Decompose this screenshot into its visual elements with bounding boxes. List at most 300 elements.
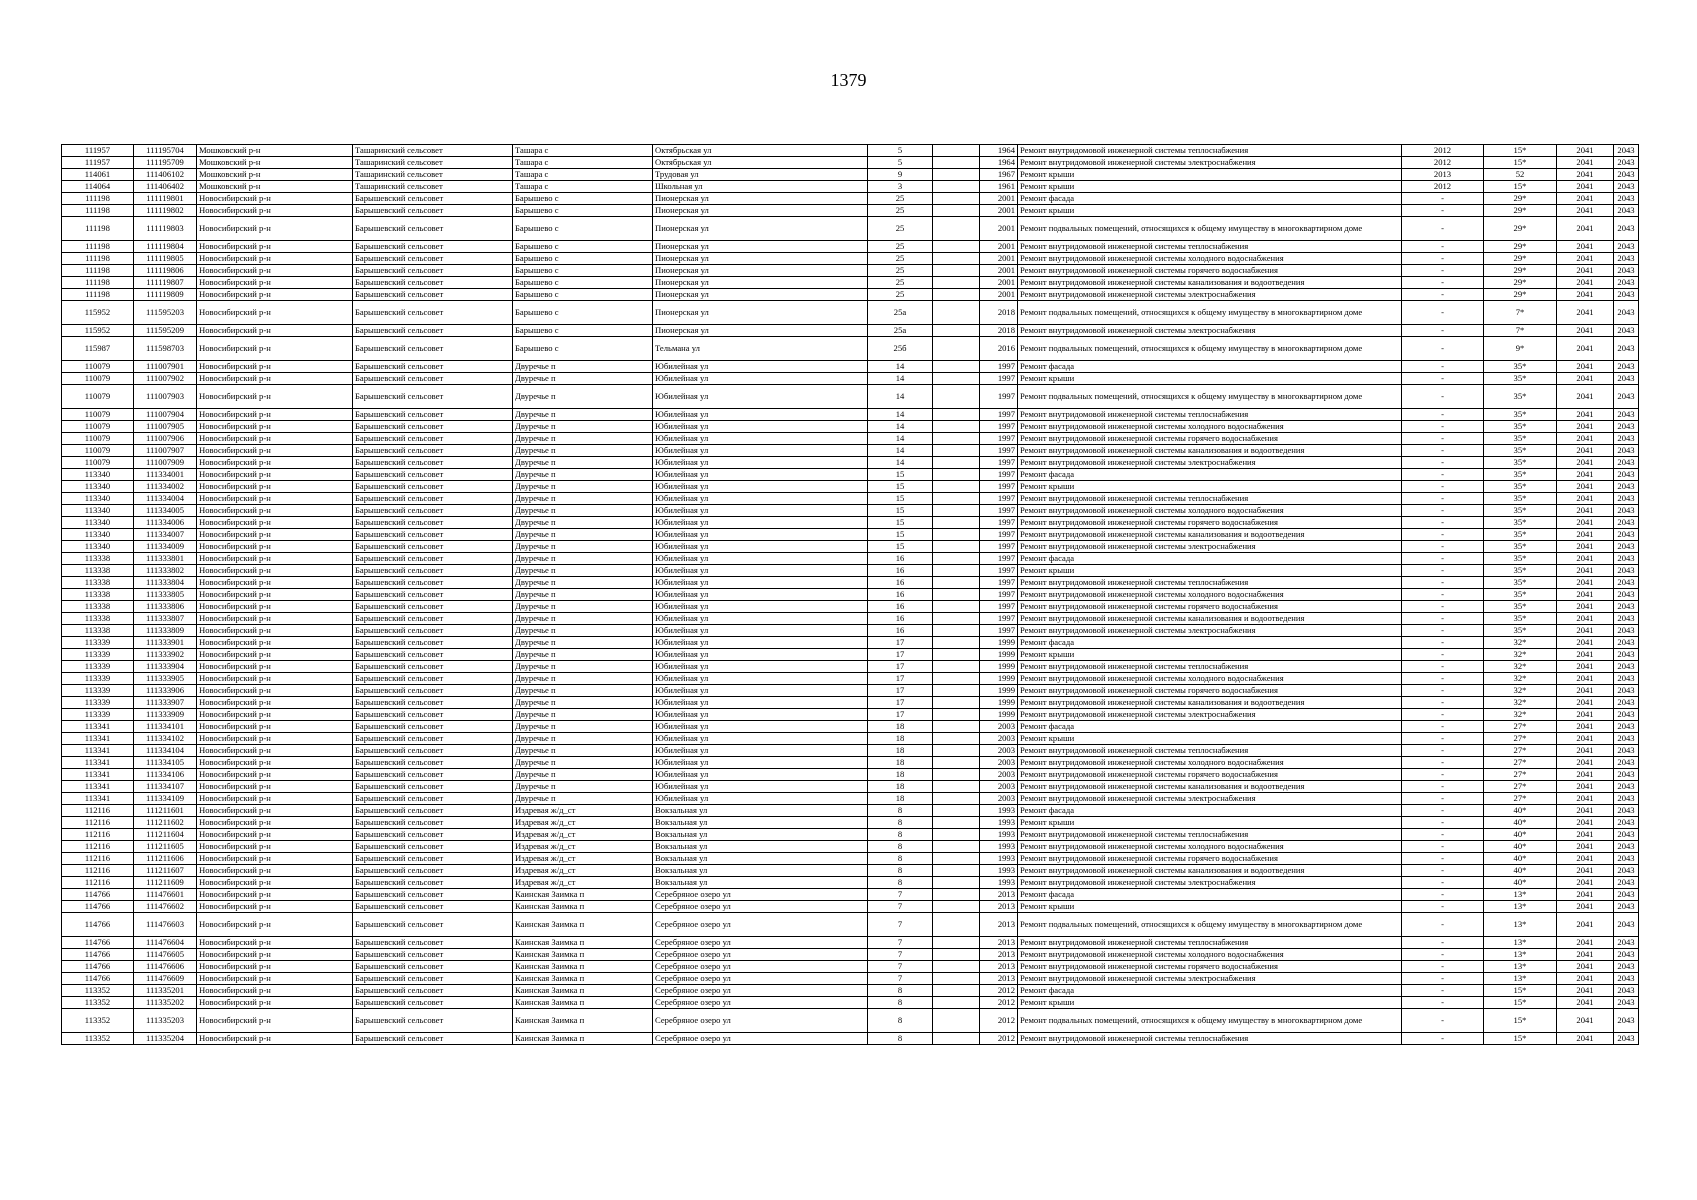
cell-wear-percent: 29* <box>1484 289 1557 301</box>
cell-work-type: Ремонт крыши <box>1018 649 1402 661</box>
cell-wear-percent: 52 <box>1484 169 1557 181</box>
cell-end-year: 2043 <box>1614 853 1639 865</box>
cell-year-built: 1964 <box>980 145 1018 157</box>
cell-house-building <box>933 697 980 709</box>
cell-house-building <box>933 841 980 853</box>
table-row <box>62 601 1639 613</box>
cell-house-id: 114766 <box>62 889 134 901</box>
cell-work-type: Ремонт внутридомовой инженерной системы теплоснабжения <box>1018 829 1402 841</box>
page-number: 1379 <box>830 70 867 90</box>
cell-last-repair-year: - <box>1402 265 1484 277</box>
table-row <box>62 325 1639 337</box>
cell-wear-percent: 35* <box>1484 613 1557 625</box>
cell-year-built: 1997 <box>980 601 1018 613</box>
cell-record-id: 111334002 <box>134 481 197 493</box>
cell-house-building <box>933 973 980 985</box>
cell-wear-percent: 40* <box>1484 865 1557 877</box>
cell-work-type: Ремонт внутридомовой инженерной системы холодного водоснабжения <box>1018 757 1402 769</box>
cell-start-year: 2041 <box>1557 673 1614 685</box>
cell-district: Новосибирский р-н <box>197 721 353 733</box>
cell-last-repair-year: - <box>1402 661 1484 673</box>
table-row <box>62 889 1639 901</box>
cell-year-built: 1997 <box>980 553 1018 565</box>
cell-start-year: 2041 <box>1557 745 1614 757</box>
cell-council: Барышевский сельсовет <box>353 973 513 985</box>
cell-house-number: 8 <box>868 877 933 889</box>
cell-start-year: 2041 <box>1557 541 1614 553</box>
cell-end-year: 2043 <box>1614 793 1639 805</box>
cell-settlement: Барышево с <box>513 265 653 277</box>
cell-record-id: 111334006 <box>134 517 197 529</box>
cell-settlement: Каинская Заимка п <box>513 937 653 949</box>
cell-street: Юбилейная ул <box>653 553 868 565</box>
cell-end-year: 2043 <box>1614 865 1639 877</box>
cell-house-id: 115987 <box>62 337 134 361</box>
cell-end-year: 2043 <box>1614 697 1639 709</box>
cell-last-repair-year: - <box>1402 565 1484 577</box>
cell-house-number: 8 <box>868 805 933 817</box>
cell-house-number: 5 <box>868 145 933 157</box>
cell-wear-percent: 35* <box>1484 505 1557 517</box>
cell-end-year: 2043 <box>1614 289 1639 301</box>
cell-house-id: 114766 <box>62 949 134 961</box>
cell-work-type: Ремонт внутридомовой инженерной системы горячего водоснабжения <box>1018 685 1402 697</box>
table-row <box>62 301 1639 325</box>
cell-record-id: 111007907 <box>134 445 197 457</box>
cell-district: Новосибирский р-н <box>197 253 353 265</box>
cell-house-number: 25 <box>868 265 933 277</box>
cell-record-id: 111334102 <box>134 733 197 745</box>
cell-work-type: Ремонт внутридомовой инженерной системы горячего водоснабжения <box>1018 769 1402 781</box>
cell-house-building <box>933 661 980 673</box>
cell-last-repair-year: - <box>1402 721 1484 733</box>
cell-house-building <box>933 553 980 565</box>
cell-council: Барышевский сельсовет <box>353 961 513 973</box>
cell-council: Ташаринский сельсовет <box>353 181 513 193</box>
cell-year-built: 1999 <box>980 685 1018 697</box>
cell-wear-percent: 40* <box>1484 841 1557 853</box>
cell-settlement: Ташара с <box>513 181 653 193</box>
table-row <box>62 937 1639 949</box>
cell-year-built: 1993 <box>980 877 1018 889</box>
cell-record-id: 111195704 <box>134 145 197 157</box>
table-row <box>62 757 1639 769</box>
cell-settlement: Двуречье п <box>513 409 653 421</box>
cell-work-type: Ремонт внутридомовой инженерной системы горячего водоснабжения <box>1018 265 1402 277</box>
cell-settlement: Двуречье п <box>513 529 653 541</box>
cell-house-number: 16 <box>868 613 933 625</box>
cell-settlement: Барышево с <box>513 289 653 301</box>
cell-end-year: 2043 <box>1614 1009 1639 1033</box>
cell-council: Барышевский сельсовет <box>353 1009 513 1033</box>
cell-house-building <box>933 493 980 505</box>
cell-end-year: 2043 <box>1614 721 1639 733</box>
cell-work-type: Ремонт крыши <box>1018 481 1402 493</box>
cell-house-building <box>933 745 980 757</box>
cell-record-id: 111476604 <box>134 937 197 949</box>
cell-house-building <box>933 289 980 301</box>
cell-settlement: Двуречье п <box>513 625 653 637</box>
table-row <box>62 157 1639 169</box>
cell-council: Барышевский сельсовет <box>353 997 513 1009</box>
cell-settlement: Каинская Заимка п <box>513 901 653 913</box>
cell-house-building <box>933 685 980 697</box>
cell-year-built: 1961 <box>980 181 1018 193</box>
cell-district: Новосибирский р-н <box>197 997 353 1009</box>
cell-last-repair-year: - <box>1402 217 1484 241</box>
cell-record-id: 111334104 <box>134 745 197 757</box>
cell-council: Барышевский сельсовет <box>353 625 513 637</box>
cell-district: Новосибирский р-н <box>197 673 353 685</box>
cell-year-built: 2003 <box>980 793 1018 805</box>
cell-settlement: Каинская Заимка п <box>513 1033 653 1045</box>
cell-council: Барышевский сельсовет <box>353 769 513 781</box>
cell-house-id: 114766 <box>62 961 134 973</box>
cell-year-built: 1997 <box>980 433 1018 445</box>
cell-wear-percent: 35* <box>1484 517 1557 529</box>
cell-street: Пионерская ул <box>653 325 868 337</box>
cell-house-building <box>933 805 980 817</box>
cell-year-built: 2003 <box>980 745 1018 757</box>
cell-council: Барышевский сельсовет <box>353 949 513 961</box>
cell-street: Юбилейная ул <box>653 541 868 553</box>
cell-house-id: 113339 <box>62 649 134 661</box>
cell-house-id: 113338 <box>62 613 134 625</box>
cell-wear-percent: 15* <box>1484 997 1557 1009</box>
cell-house-number: 3 <box>868 181 933 193</box>
cell-record-id: 111007903 <box>134 385 197 409</box>
cell-settlement: Барышево с <box>513 301 653 325</box>
cell-wear-percent: 35* <box>1484 529 1557 541</box>
cell-house-id: 113341 <box>62 781 134 793</box>
cell-wear-percent: 7* <box>1484 301 1557 325</box>
cell-settlement: Двуречье п <box>513 637 653 649</box>
cell-district: Новосибирский р-н <box>197 649 353 661</box>
cell-street: Юбилейная ул <box>653 625 868 637</box>
cell-house-id: 113341 <box>62 733 134 745</box>
cell-house-id: 111198 <box>62 205 134 217</box>
cell-house-id: 112116 <box>62 805 134 817</box>
cell-end-year: 2043 <box>1614 373 1639 385</box>
cell-last-repair-year: - <box>1402 469 1484 481</box>
cell-house-number: 25а <box>868 301 933 325</box>
cell-start-year: 2041 <box>1557 625 1614 637</box>
cell-start-year: 2041 <box>1557 181 1614 193</box>
cell-wear-percent: 35* <box>1484 625 1557 637</box>
cell-end-year: 2043 <box>1614 529 1639 541</box>
cell-work-type: Ремонт крыши <box>1018 817 1402 829</box>
cell-house-number: 25 <box>868 241 933 253</box>
cell-record-id: 111406102 <box>134 169 197 181</box>
cell-record-id: 111334007 <box>134 529 197 541</box>
cell-work-type: Ремонт крыши <box>1018 205 1402 217</box>
cell-street: Серебряное озеро ул <box>653 1009 868 1033</box>
cell-district: Новосибирский р-н <box>197 337 353 361</box>
cell-house-number: 25 <box>868 253 933 265</box>
cell-record-id: 111334101 <box>134 721 197 733</box>
cell-record-id: 111333905 <box>134 673 197 685</box>
cell-council: Барышевский сельсовет <box>353 337 513 361</box>
cell-house-number: 18 <box>868 793 933 805</box>
cell-council: Барышевский сельсовет <box>353 361 513 373</box>
cell-record-id: 111333907 <box>134 697 197 709</box>
cell-house-building <box>933 421 980 433</box>
cell-year-built: 1967 <box>980 169 1018 181</box>
cell-district: Новосибирский р-н <box>197 277 353 289</box>
cell-start-year: 2041 <box>1557 1009 1614 1033</box>
table-row <box>62 529 1639 541</box>
cell-house-number: 17 <box>868 661 933 673</box>
cell-house-building <box>933 817 980 829</box>
cell-house-number: 7 <box>868 961 933 973</box>
cell-end-year: 2043 <box>1614 553 1639 565</box>
cell-house-number: 18 <box>868 745 933 757</box>
cell-year-built: 1993 <box>980 853 1018 865</box>
cell-house-building <box>933 985 980 997</box>
cell-work-type: Ремонт внутридомовой инженерной системы теплоснабжения <box>1018 661 1402 673</box>
cell-end-year: 2043 <box>1614 541 1639 553</box>
cell-record-id: 111007905 <box>134 421 197 433</box>
cell-start-year: 2041 <box>1557 241 1614 253</box>
cell-wear-percent: 40* <box>1484 877 1557 889</box>
cell-street: Вокзальная ул <box>653 865 868 877</box>
cell-last-repair-year: - <box>1402 385 1484 409</box>
cell-house-id: 113338 <box>62 589 134 601</box>
cell-house-building <box>933 1033 980 1045</box>
cell-street: Юбилейная ул <box>653 445 868 457</box>
cell-council: Барышевский сельсовет <box>353 529 513 541</box>
cell-house-number: 15 <box>868 529 933 541</box>
cell-house-id: 113338 <box>62 577 134 589</box>
cell-house-id: 111198 <box>62 289 134 301</box>
cell-wear-percent: 40* <box>1484 853 1557 865</box>
cell-last-repair-year: - <box>1402 697 1484 709</box>
cell-start-year: 2041 <box>1557 853 1614 865</box>
cell-work-type: Ремонт внутридомовой инженерной системы холодного водоснабжения <box>1018 949 1402 961</box>
table-row <box>62 829 1639 841</box>
cell-year-built: 2001 <box>980 193 1018 205</box>
cell-work-type: Ремонт внутридомовой инженерной системы электроснабжения <box>1018 541 1402 553</box>
cell-street: Юбилейная ул <box>653 781 868 793</box>
cell-year-built: 1997 <box>980 565 1018 577</box>
cell-council: Барышевский сельсовет <box>353 493 513 505</box>
cell-last-repair-year: - <box>1402 361 1484 373</box>
cell-last-repair-year: - <box>1402 865 1484 877</box>
cell-work-type: Ремонт внутридомовой инженерной системы электроснабжения <box>1018 625 1402 637</box>
cell-settlement: Издревая ж/д_ст <box>513 853 653 865</box>
table-row <box>62 769 1639 781</box>
cell-year-built: 2013 <box>980 973 1018 985</box>
cell-street: Юбилейная ул <box>653 505 868 517</box>
cell-council: Барышевский сельсовет <box>353 253 513 265</box>
cell-council: Барышевский сельсовет <box>353 577 513 589</box>
cell-start-year: 2041 <box>1557 685 1614 697</box>
cell-settlement: Барышево с <box>513 241 653 253</box>
cell-start-year: 2041 <box>1557 901 1614 913</box>
cell-record-id: 111333807 <box>134 613 197 625</box>
cell-street: Пионерская ул <box>653 193 868 205</box>
table-row <box>62 505 1639 517</box>
cell-house-id: 113339 <box>62 697 134 709</box>
cell-house-number: 5 <box>868 157 933 169</box>
cell-year-built: 1993 <box>980 841 1018 853</box>
cell-house-building <box>933 469 980 481</box>
cell-house-number: 16 <box>868 565 933 577</box>
table-row <box>62 841 1639 853</box>
cell-settlement: Каинская Заимка п <box>513 889 653 901</box>
cell-wear-percent: 32* <box>1484 637 1557 649</box>
cell-last-repair-year: - <box>1402 613 1484 625</box>
cell-wear-percent: 15* <box>1484 157 1557 169</box>
cell-end-year: 2043 <box>1614 433 1639 445</box>
cell-work-type: Ремонт подвальных помещений, относящихся к общему имуществу в многоквартирном доме <box>1018 385 1402 409</box>
cell-house-id: 113340 <box>62 505 134 517</box>
cell-district: Новосибирский р-н <box>197 613 353 625</box>
cell-house-building <box>933 337 980 361</box>
cell-wear-percent: 29* <box>1484 205 1557 217</box>
cell-work-type: Ремонт внутридомовой инженерной системы электроснабжения <box>1018 157 1402 169</box>
cell-house-building <box>933 601 980 613</box>
cell-year-built: 1964 <box>980 157 1018 169</box>
cell-house-building <box>933 889 980 901</box>
cell-house-number: 14 <box>868 409 933 421</box>
cell-work-type: Ремонт фасада <box>1018 805 1402 817</box>
cell-settlement: Двуречье п <box>513 433 653 445</box>
cell-street: Юбилейная ул <box>653 589 868 601</box>
cell-wear-percent: 15* <box>1484 181 1557 193</box>
cell-wear-percent: 32* <box>1484 649 1557 661</box>
cell-wear-percent: 29* <box>1484 241 1557 253</box>
cell-year-built: 2013 <box>980 901 1018 913</box>
cell-house-building <box>933 949 980 961</box>
cell-street: Октябрьская ул <box>653 145 868 157</box>
cell-house-building <box>933 997 980 1009</box>
cell-district: Мошковский р-н <box>197 145 353 157</box>
cell-year-built: 1997 <box>980 469 1018 481</box>
cell-house-building <box>933 277 980 289</box>
cell-house-number: 25 <box>868 205 933 217</box>
cell-wear-percent: 13* <box>1484 973 1557 985</box>
cell-start-year: 2041 <box>1557 469 1614 481</box>
cell-street: Пионерская ул <box>653 253 868 265</box>
cell-settlement: Двуречье п <box>513 733 653 745</box>
table-row <box>62 289 1639 301</box>
cell-street: Серебряное озеро ул <box>653 901 868 913</box>
cell-record-id: 111334005 <box>134 505 197 517</box>
cell-street: Серебряное озеро ул <box>653 973 868 985</box>
cell-year-built: 2003 <box>980 781 1018 793</box>
cell-year-built: 2001 <box>980 289 1018 301</box>
cell-start-year: 2041 <box>1557 709 1614 721</box>
table-row <box>62 745 1639 757</box>
cell-record-id: 111598703 <box>134 337 197 361</box>
cell-house-id: 113341 <box>62 757 134 769</box>
cell-end-year: 2043 <box>1614 301 1639 325</box>
cell-last-repair-year: - <box>1402 901 1484 913</box>
cell-district: Новосибирский р-н <box>197 805 353 817</box>
cell-council: Барышевский сельсовет <box>353 865 513 877</box>
cell-end-year: 2043 <box>1614 205 1639 217</box>
cell-wear-percent: 35* <box>1484 553 1557 565</box>
cell-settlement: Издревая ж/д_ст <box>513 865 653 877</box>
table-row <box>62 265 1639 277</box>
cell-house-building <box>933 457 980 469</box>
cell-house-building <box>933 625 980 637</box>
cell-start-year: 2041 <box>1557 805 1614 817</box>
cell-year-built: 1999 <box>980 697 1018 709</box>
cell-work-type: Ремонт внутридомовой инженерной системы теплоснабжения <box>1018 1033 1402 1045</box>
cell-end-year: 2043 <box>1614 385 1639 409</box>
cell-house-number: 16 <box>868 589 933 601</box>
cell-end-year: 2043 <box>1614 649 1639 661</box>
cell-settlement: Двуречье п <box>513 697 653 709</box>
cell-district: Новосибирский р-н <box>197 757 353 769</box>
cell-work-type: Ремонт фасада <box>1018 637 1402 649</box>
cell-start-year: 2041 <box>1557 553 1614 565</box>
cell-street: Юбилейная ул <box>653 721 868 733</box>
cell-settlement: Барышево с <box>513 193 653 205</box>
cell-street: Юбилейная ул <box>653 697 868 709</box>
cell-district: Новосибирский р-н <box>197 937 353 949</box>
cell-wear-percent: 35* <box>1484 565 1557 577</box>
cell-street: Юбилейная ул <box>653 517 868 529</box>
cell-street: Вокзальная ул <box>653 853 868 865</box>
cell-house-id: 112116 <box>62 865 134 877</box>
cell-house-building <box>933 649 980 661</box>
cell-house-id: 113340 <box>62 469 134 481</box>
cell-district: Новосибирский р-н <box>197 817 353 829</box>
cell-council: Ташаринский сельсовет <box>353 157 513 169</box>
cell-year-built: 1997 <box>980 421 1018 433</box>
cell-start-year: 2041 <box>1557 769 1614 781</box>
cell-wear-percent: 35* <box>1484 457 1557 469</box>
cell-house-id: 113341 <box>62 793 134 805</box>
table-row <box>62 193 1639 205</box>
cell-last-repair-year: - <box>1402 637 1484 649</box>
cell-house-number: 8 <box>868 829 933 841</box>
cell-wear-percent: 40* <box>1484 829 1557 841</box>
cell-district: Новосибирский р-н <box>197 769 353 781</box>
cell-last-repair-year: - <box>1402 961 1484 973</box>
cell-start-year: 2041 <box>1557 793 1614 805</box>
cell-year-built: 2013 <box>980 913 1018 937</box>
cell-work-type: Ремонт фасада <box>1018 889 1402 901</box>
cell-work-type: Ремонт внутридомовой инженерной системы канализования и водоотведения <box>1018 529 1402 541</box>
cell-house-building <box>933 385 980 409</box>
cell-house-building <box>933 673 980 685</box>
cell-settlement: Двуречье п <box>513 793 653 805</box>
cell-street: Юбилейная ул <box>653 601 868 613</box>
cell-street: Серебряное озеро ул <box>653 997 868 1009</box>
cell-start-year: 2041 <box>1557 517 1614 529</box>
cell-council: Барышевский сельсовет <box>353 505 513 517</box>
cell-house-building <box>933 853 980 865</box>
cell-street: Юбилейная ул <box>653 361 868 373</box>
cell-street: Серебряное озеро ул <box>653 949 868 961</box>
cell-wear-percent: 27* <box>1484 721 1557 733</box>
cell-work-type: Ремонт внутридомовой инженерной системы теплоснабжения <box>1018 745 1402 757</box>
cell-house-number: 18 <box>868 733 933 745</box>
cell-council: Барышевский сельсовет <box>353 985 513 997</box>
cell-record-id: 111119807 <box>134 277 197 289</box>
cell-street: Юбилейная ул <box>653 661 868 673</box>
cell-year-built: 2012 <box>980 985 1018 997</box>
cell-year-built: 1997 <box>980 457 1018 469</box>
cell-street: Школьная ул <box>653 181 868 193</box>
cell-wear-percent: 13* <box>1484 901 1557 913</box>
cell-district: Новосибирский р-н <box>197 625 353 637</box>
cell-house-id: 113339 <box>62 709 134 721</box>
